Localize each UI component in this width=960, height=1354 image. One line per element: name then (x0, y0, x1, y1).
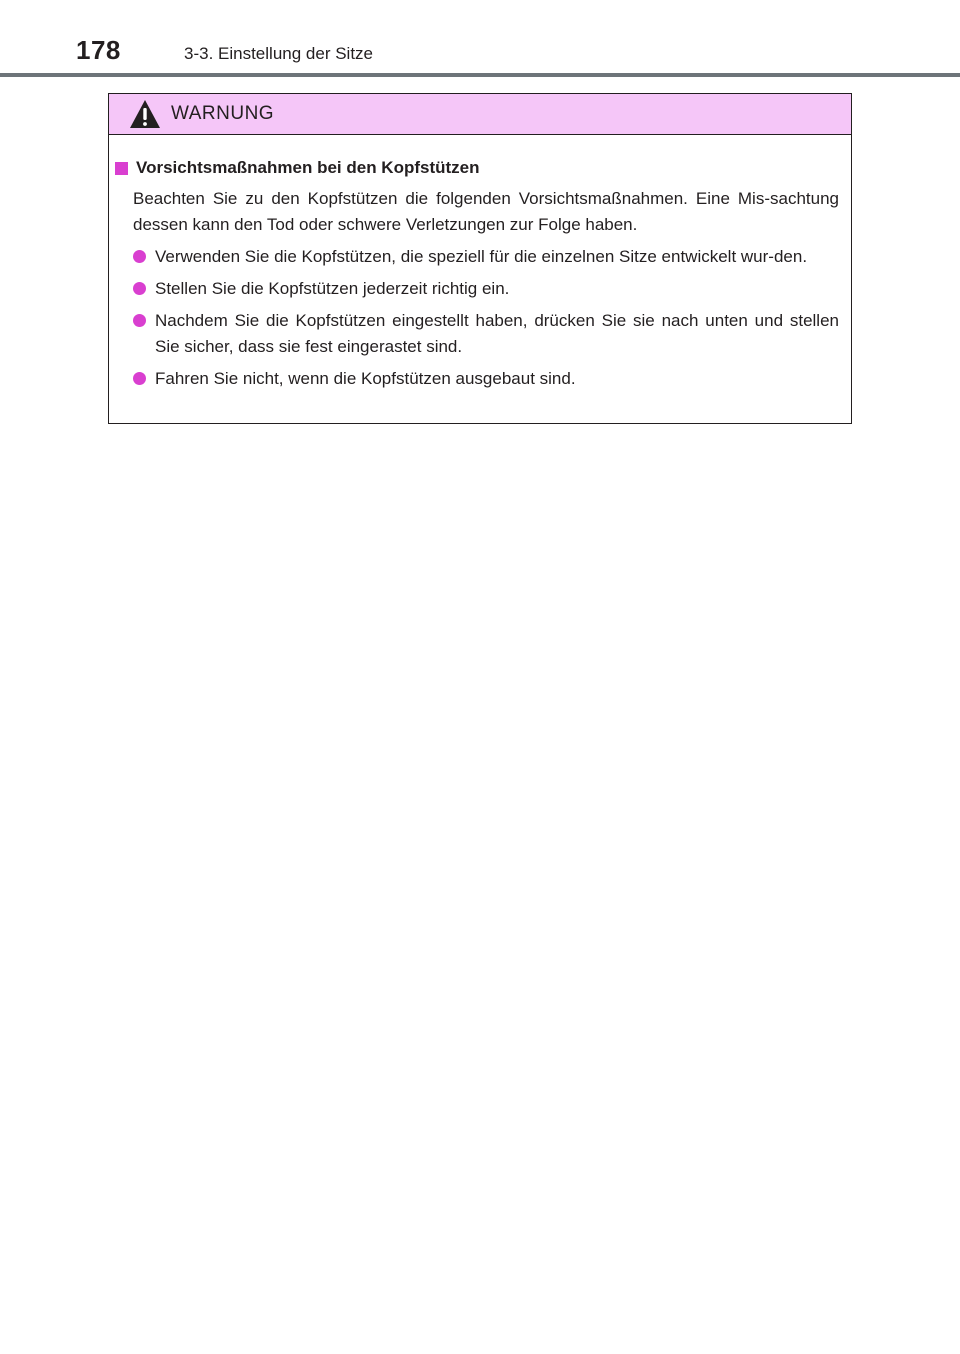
round-bullet-icon (133, 282, 146, 295)
subsection-heading (115, 155, 839, 181)
list-item-text: Verwenden Sie die Kopfstützen, die speziell für die einzelnen Sitze entwickelt wur-den. (155, 247, 808, 266)
warning-triangle-icon (129, 99, 161, 129)
page-number: 178 (76, 35, 121, 65)
list-item-text: Nachdem Sie die Kopfstützen eingestellt haben, drücken Sie sie nach unten und stellen Sie sicher, dass sie fest eingerastet sind. (155, 311, 839, 356)
warning-body (109, 135, 851, 392)
warning-header (109, 94, 851, 135)
bullet-list (115, 244, 839, 392)
list-item (115, 308, 839, 360)
list-item-text: Stellen Sie die Kopfstützen jederzeit richtig ein. (155, 279, 510, 298)
round-bullet-icon (133, 372, 146, 385)
header-rule (0, 73, 960, 77)
warning-title: WARNUNG (171, 103, 275, 124)
list-item (115, 244, 839, 270)
list-item (115, 366, 839, 392)
square-bullet-icon (115, 162, 128, 175)
section-title: 3-3. Einstellung der Sitze (184, 44, 373, 63)
warning-box (108, 93, 852, 424)
intro-text: Beachten Sie zu den Kopfstützen die folgenden Vorsichtsmaßnahmen. Eine Mis-sachtung dessen kann den Tod oder schwere Verletzungen zur Folge haben. (133, 189, 839, 234)
round-bullet-icon (133, 250, 146, 263)
list-item (115, 276, 839, 302)
round-bullet-icon (133, 314, 146, 327)
list-item-text: Fahren Sie nicht, wenn die Kopfstützen ausgebaut sind. (155, 369, 576, 388)
subsection-heading-text: Vorsichtsmaßnahmen bei den Kopfstützen (136, 158, 480, 177)
page-header (0, 0, 960, 78)
